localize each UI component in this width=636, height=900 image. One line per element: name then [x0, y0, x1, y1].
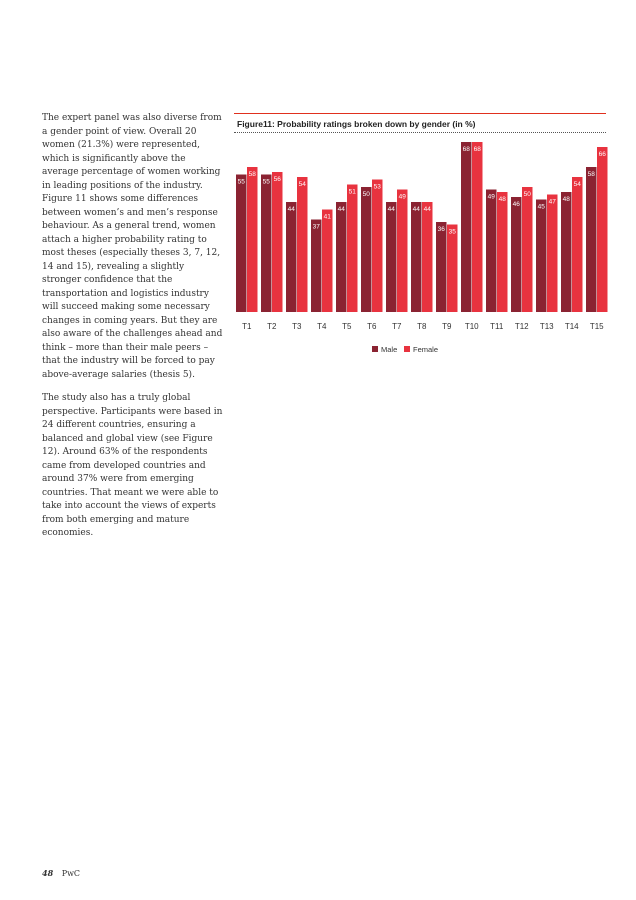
data-label-male-t5: 44	[337, 206, 345, 213]
data-label-female-t4: 41	[323, 213, 331, 221]
footer-brand: PwC	[61, 869, 81, 878]
data-label-male-t13: 45	[537, 203, 545, 211]
bar-male-t1	[236, 175, 247, 313]
data-label-male-t4: 37	[312, 223, 320, 231]
bar-female-t9	[447, 225, 458, 313]
data-label-female-t14: 54	[573, 181, 581, 188]
data-label-male-t6: 50	[362, 191, 370, 198]
page-number: 48	[42, 868, 54, 878]
bar-male-t11	[486, 190, 497, 313]
x-tick-label-t2: T2	[267, 322, 277, 331]
bar-female-t6	[372, 180, 383, 313]
data-label-female-t8: 44	[423, 206, 431, 213]
bar-male-t3	[286, 202, 297, 312]
data-label-female-t6: 53	[373, 183, 381, 191]
bar-male-t10	[461, 142, 472, 312]
bar-female-t2	[272, 172, 283, 312]
x-tick-label-t5: T5	[342, 322, 352, 331]
x-tick-label-t11: T11	[490, 322, 504, 331]
x-tick-label-t7: T7	[392, 322, 402, 331]
data-label-male-t10: 68	[462, 146, 470, 153]
bar-male-t8	[411, 202, 422, 312]
x-tick-label-t15: T15	[589, 322, 604, 331]
data-label-female-t3: 54	[298, 181, 306, 188]
data-label-female-t12: 50	[523, 191, 531, 198]
data-label-male-t15: 58	[587, 171, 595, 178]
bar-female-t8	[422, 202, 433, 312]
paragraph-global: The study also has a truly global perspective. Participants were based in 24 different countries, ensuring a balanced and global view (see Figure 12). Around 63% of the respondents came from developed countries and around 37% were from emerging countries. That meant we were able to take into account the views of experts from both emerging and mature economies.	[42, 393, 223, 538]
data-label-male-t9: 36	[437, 226, 445, 233]
x-tick-label-t3: T3	[292, 322, 302, 331]
data-label-female-t9: 35	[448, 228, 456, 236]
bar-male-t2	[261, 175, 272, 313]
data-label-female-t7: 49	[398, 193, 406, 201]
x-tick-label-t13: T13	[539, 322, 554, 331]
bar-male-t14	[561, 192, 572, 312]
data-label-female-t1: 58	[248, 171, 256, 178]
x-tick-label-t14: T14	[564, 322, 579, 331]
bar-male-t9	[436, 222, 447, 312]
data-label-female-t5: 51	[348, 188, 356, 196]
data-label-male-t14: 48	[562, 196, 570, 203]
bar-female-t15	[597, 147, 608, 312]
data-label-male-t11: 49	[487, 193, 495, 201]
x-tick-label-t10: T10	[464, 322, 479, 331]
bar-male-t5	[336, 202, 347, 312]
figure-title: Figure11: Probability ratings broken down by gender (in %)	[237, 119, 476, 129]
paragraph-gender: The expert panel was also diverse from a gender point of view. Overall 20 women (21.3%) were represented, which is significantly above the average percentage of women working in leading positions of the industry. Figure 11 shows some differences between women’s and men’s response behaviour. As a general trend, women attach a higher probability rating to most theses (especially theses 3, 7, 12, 14 and 15), revealing a slightly stronger confidence that the transportation and logistics industry will succeed making some necessary changes in coming years. But they are also aware of the challenges ahead and think – more than their male peers – that the industry will be forced to pay above-average salaries (thesis 5).	[42, 113, 223, 380]
data-label-female-t13: 47	[548, 198, 556, 206]
legend-label-female: Female	[413, 345, 439, 354]
data-label-male-t1: 55	[237, 178, 245, 186]
bar-female-t3	[297, 177, 308, 312]
x-tick-label-t8: T8	[417, 322, 427, 331]
data-label-male-t12: 46	[512, 201, 520, 208]
data-label-female-t15: 66	[598, 151, 606, 158]
bar-male-t13	[536, 200, 547, 313]
bar-female-t5	[347, 185, 358, 313]
data-label-female-t2: 56	[273, 176, 281, 183]
bar-female-t10	[472, 142, 483, 312]
legend-swatch-female	[404, 346, 410, 352]
bar-female-t11	[497, 192, 508, 312]
data-label-female-t10: 68	[473, 146, 481, 153]
bar-female-t7	[397, 190, 408, 313]
bar-male-t4	[311, 220, 322, 313]
data-label-male-t7: 44	[387, 206, 395, 213]
page-footer	[42, 868, 80, 878]
bar-female-t13	[547, 195, 558, 313]
bar-female-t14	[572, 177, 583, 312]
bar-male-t15	[586, 167, 597, 312]
x-tick-label-t6: T6	[367, 322, 377, 331]
bar-male-t7	[386, 202, 397, 312]
x-tick-label-t9: T9	[442, 322, 452, 331]
data-label-male-t3: 44	[287, 206, 295, 213]
bar-female-t12	[522, 187, 533, 312]
x-tick-label-t4: T4	[317, 322, 327, 331]
bar-male-t12	[511, 197, 522, 312]
x-tick-label-t1: T1	[242, 322, 252, 331]
bar-female-t4	[322, 210, 333, 313]
x-tick-label-t12: T12	[514, 322, 529, 331]
data-label-male-t8: 44	[412, 206, 420, 213]
legend-label-male: Male	[381, 345, 398, 354]
bar-male-t6	[361, 187, 372, 312]
legend-swatch-male	[372, 346, 378, 352]
bar-female-t1	[247, 167, 258, 312]
data-label-male-t2: 55	[262, 178, 270, 186]
data-label-female-t11: 48	[498, 196, 506, 203]
